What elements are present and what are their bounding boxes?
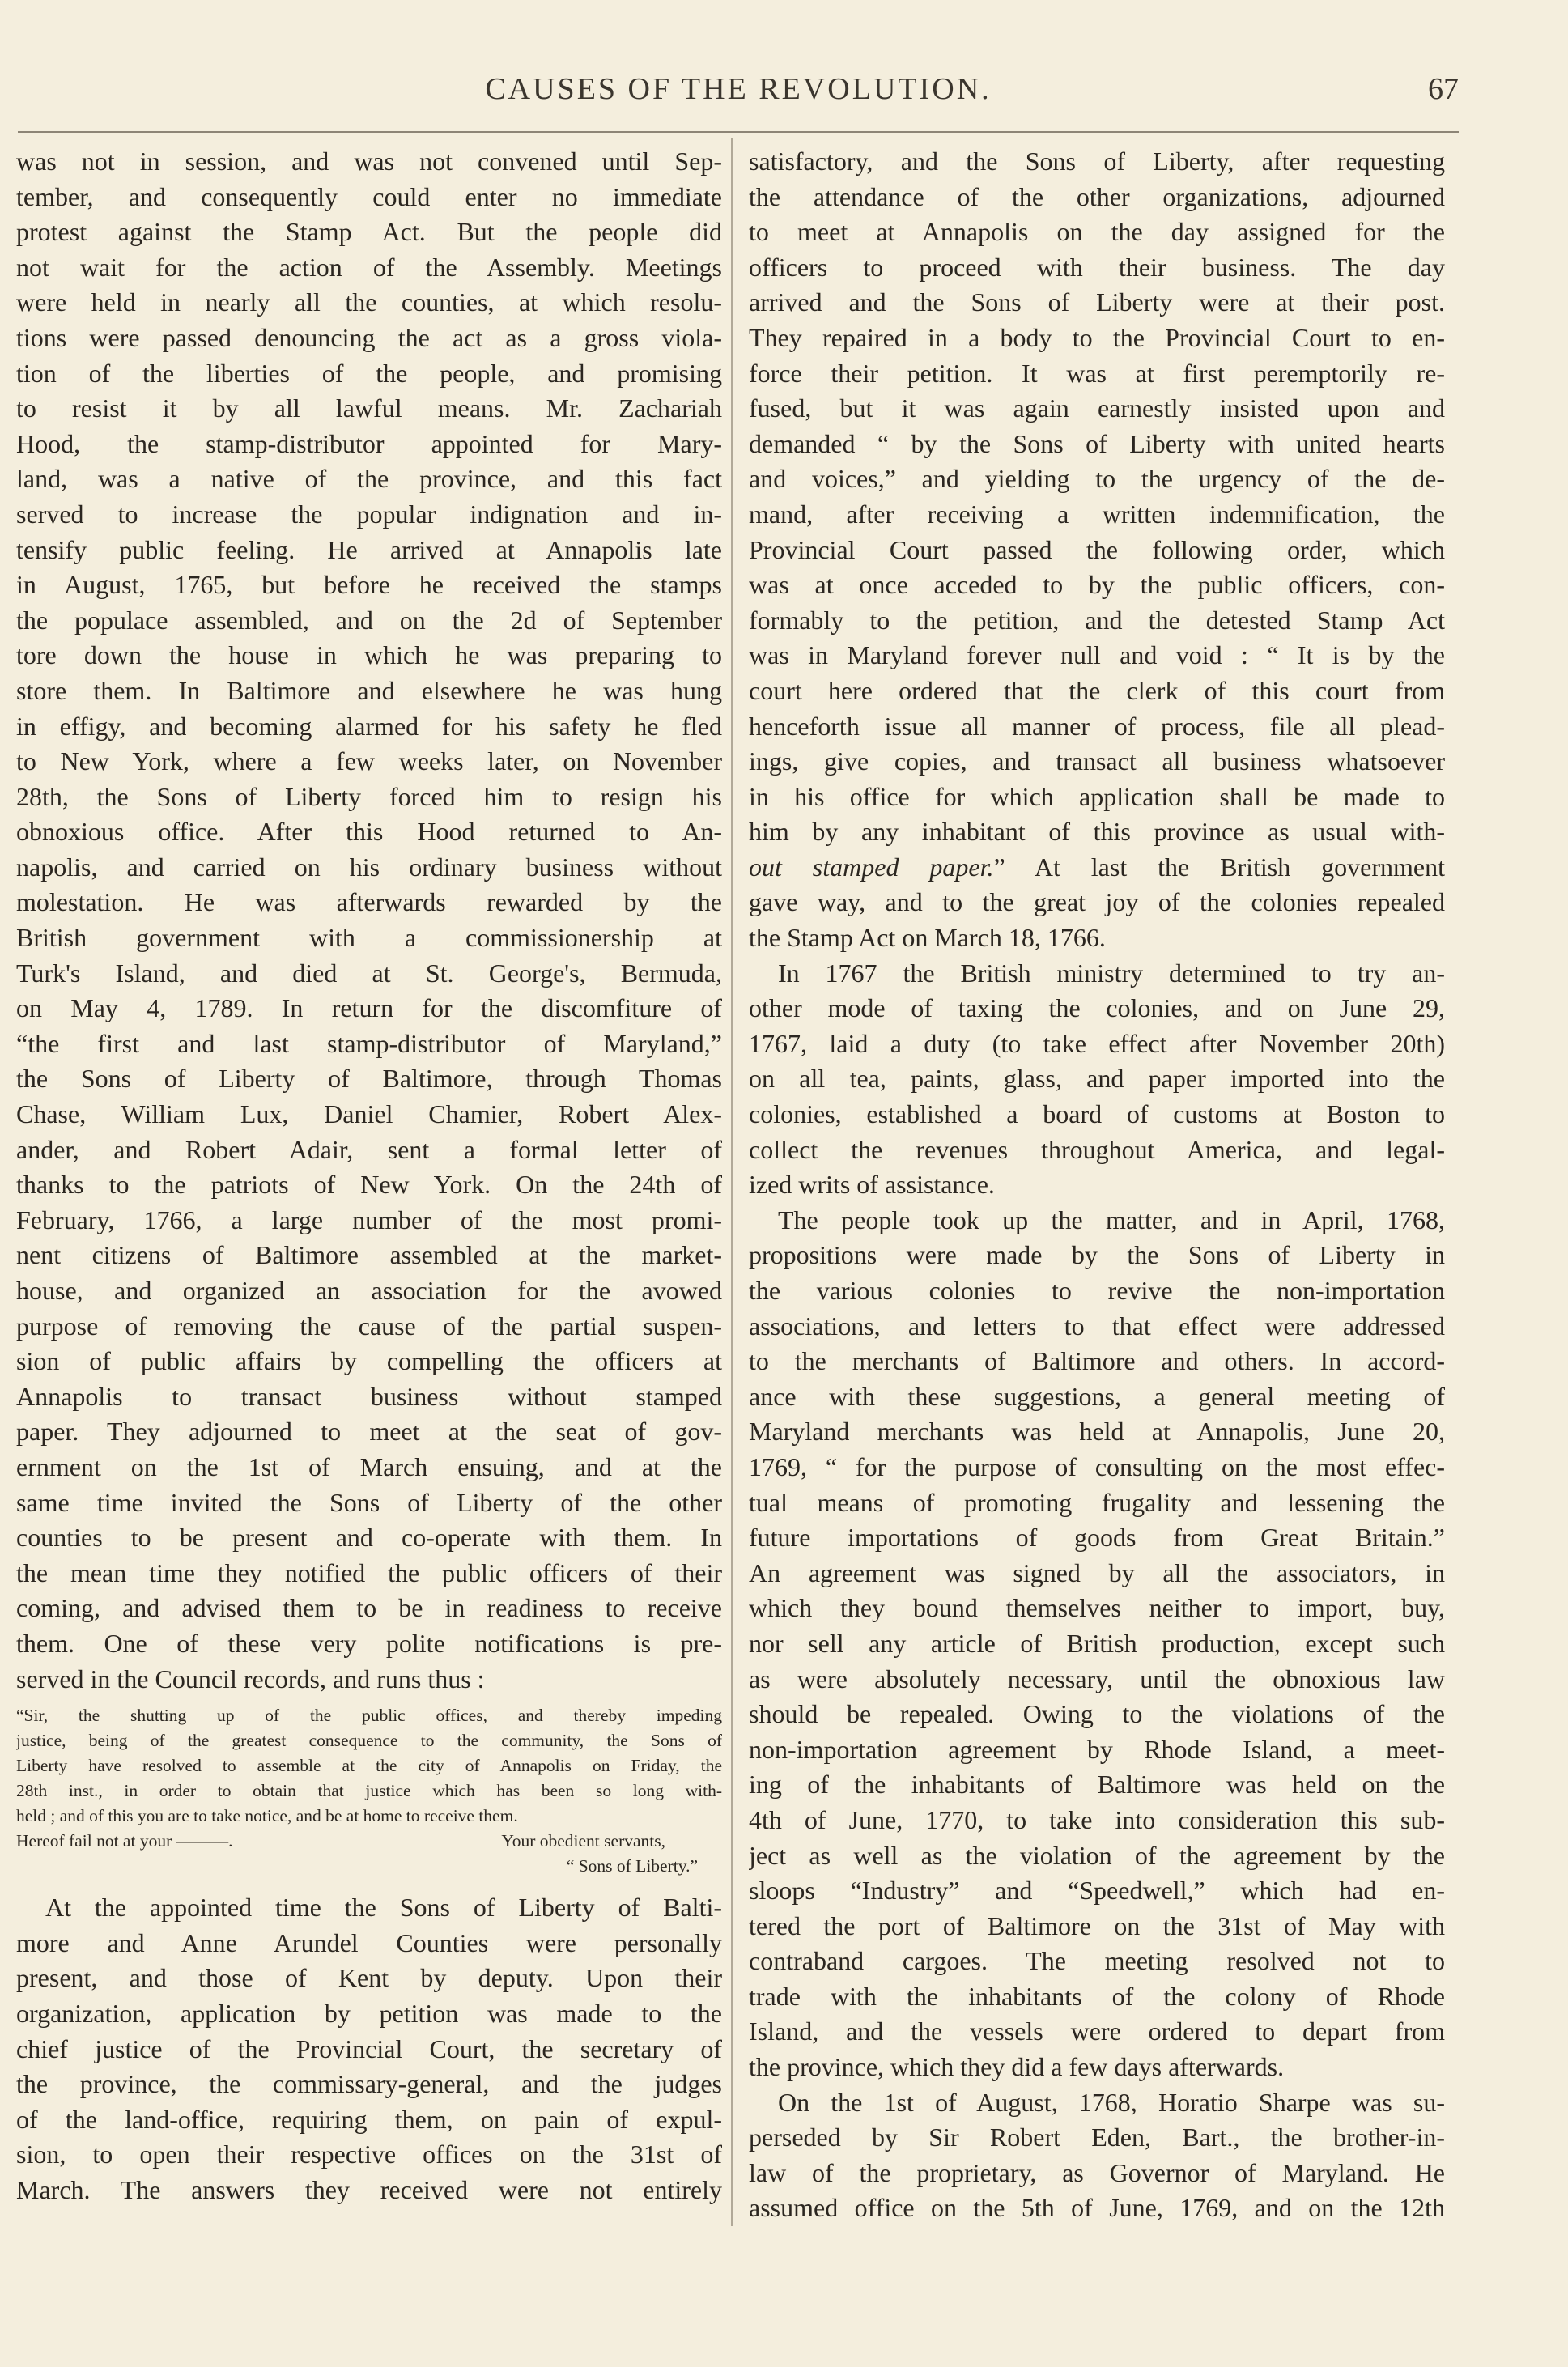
text-line: justice, being of the greatest consequence to the community, the Sons of	[16, 1731, 722, 1751]
text-line: thanks to the patriots of New York. On the 24th of	[16, 1170, 722, 1200]
paragraph	[16, 144, 722, 1697]
text-line: to New York, where a few weeks later, on November	[16, 746, 722, 776]
text-line: ject as well as the violation of the agreement by the	[749, 1840, 1445, 1870]
text-line: to the merchants of Baltimore and others. In accord-	[749, 1346, 1445, 1376]
italic-phrase: out stamped paper.	[749, 852, 994, 882]
text-line: tember, and consequently could enter no immediate	[16, 181, 722, 211]
text-line: 28th inst., in order to obtain that justice which has been so long with-	[16, 1781, 722, 1801]
text-line: In 1767 the British ministry determined to try an-	[778, 958, 1445, 988]
text-line: Chase, William Lux, Daniel Chamier, Robert Alex-	[16, 1099, 722, 1129]
text-line: should be repealed. Owing to the violations of the	[749, 1699, 1445, 1729]
text-line: not wait for the action of the Assembly. Meetings	[16, 252, 722, 282]
text-line: same time invited the Sons of Liberty of the other	[16, 1487, 722, 1517]
text-line: “the first and last stamp-distributor of Maryland,”	[16, 1028, 722, 1058]
text-line: They repaired in a body to the Provincial Court to en-	[749, 322, 1445, 352]
text-line: assumed office on the 5th of June, 1769, and on the 12th	[749, 2193, 1445, 2223]
text-line: the Sons of Liberty of Baltimore, through Thomas	[16, 1064, 722, 1094]
text-line: the attendance of the other organizations, adjourned	[749, 181, 1445, 211]
column-divider	[731, 138, 733, 2226]
text-line: March. The answers they received were not entirely	[16, 2174, 722, 2204]
text-line: counties to be present and co-operate with them. In	[16, 1523, 722, 1553]
text-line: fused, but it was again earnestly insisted upon and	[749, 393, 1445, 423]
text-line: Provincial Court passed the following order, which	[749, 534, 1445, 564]
text-line: ized writs of assistance.	[749, 1170, 995, 1200]
right-column	[749, 144, 1445, 2226]
text-line: gave way, and to the great joy of the colonies repealed	[749, 887, 1445, 917]
text-line: 28th, the Sons of Liberty forced him to resign his	[16, 781, 722, 811]
text-line: collect the revenues throughout America, and legal-	[749, 1134, 1445, 1164]
text-line: served to increase the popular indignation and in-	[16, 499, 722, 529]
text-line: on May 4, 1789. In return for the discomfiture of	[16, 993, 722, 1023]
text-line: more and Anne Arundel Counties were personally	[16, 1927, 722, 1957]
text-line: officers to proceed with their business. The day	[749, 252, 1445, 282]
quote-signature: “ Sons of Liberty.”	[566, 1856, 698, 1876]
text-line: the various colonies to revive the non-importation	[749, 1276, 1445, 1305]
paragraph	[749, 2085, 1445, 2226]
text-line: tensify public feeling. He arrived at Annapolis late	[16, 534, 722, 564]
text-line: Liberty have resolved to assemble at the city of Annapolis on Friday, the	[16, 1756, 722, 1776]
text-line: which they bound themselves neither to import, buy,	[749, 1593, 1445, 1623]
text-line: other mode of taxing the colonies, and on June 29,	[749, 993, 1445, 1023]
text-line: ander, and Robert Adair, sent a formal letter of	[16, 1134, 722, 1164]
text-line: On the 1st of August, 1768, Horatio Sharpe was su-	[778, 2087, 1445, 2117]
text-line: the populace assembled, and on the 2d of September	[16, 605, 722, 635]
quote-closing-left: Hereof fail not at your ———.	[16, 1831, 233, 1851]
text-line: store them. In Baltimore and elsewhere he was hung	[16, 675, 722, 705]
left-column	[16, 144, 722, 2208]
text-line: served in the Council records, and runs thus :	[16, 1664, 485, 1693]
paragraph	[749, 956, 1445, 1203]
text-line: trade with the inhabitants of the colony of Rhode	[749, 1981, 1445, 2011]
text-line: of the land-office, requiring them, on pain of expul-	[16, 2104, 722, 2134]
text-line: nor sell any article of British production, except such	[749, 1628, 1445, 1658]
text-line: the province, the commissary-general, and the judges	[16, 2069, 722, 2099]
text-line: tore down the house in which he was preparing to	[16, 640, 722, 670]
text-line: molestation. He was afterwards rewarded by the	[16, 887, 722, 917]
text-line: organization, application by petition was made to the	[16, 1998, 722, 2028]
text-line: February, 1766, a large number of the most promi-	[16, 1205, 722, 1234]
text-line: in effigy, and becoming alarmed for his safety he fled	[16, 711, 722, 741]
text-line: non-importation agreement by Rhode Island, a meet-	[749, 1734, 1445, 1764]
quote-closing	[16, 1829, 722, 1854]
block-quote	[16, 1703, 722, 1879]
text-line: An agreement was signed by all the associators, in	[749, 1557, 1445, 1587]
text-line: tered the port of Baltimore on the 31st of May with	[749, 1910, 1445, 1940]
text-line: on all tea, paints, glass, and paper imported into the	[749, 1064, 1445, 1094]
text-line: contraband cargoes. The meeting resolved not to	[749, 1946, 1445, 1976]
text-line: held ; and of this you are to take notice, and be at home to receive them.	[16, 1806, 518, 1826]
text-line: sion, to open their respective offices on the 31st of	[16, 2140, 722, 2169]
text-line: tual means of promoting frugality and lessening the	[749, 1487, 1445, 1517]
text-line: 1767, laid a duty (to take effect after November 20th)	[749, 1028, 1445, 1058]
text-line: “Sir, the shutting up of the public offices, and thereby impeding	[16, 1706, 722, 1726]
text-line: future importations of goods from Great Britain.”	[749, 1523, 1445, 1553]
text-line: in his office for which application shall be made to	[749, 781, 1445, 811]
text-line: were held in nearly all the counties, at which resolu-	[16, 287, 722, 317]
text-line-italic	[749, 850, 1445, 886]
text-line: chief justice of the Provincial Court, the secretary of	[16, 2033, 722, 2063]
text-line: demanded “ by the Sons of Liberty with united hearts	[749, 428, 1445, 458]
paragraph	[749, 144, 1445, 850]
text-line: law of the proprietary, as Governor of Maryland. He	[749, 2157, 1445, 2187]
text-line: the province, which they did a few days afterwards.	[749, 2052, 1285, 2082]
text-line: The people took up the matter, and in April, 1768,	[778, 1205, 1445, 1234]
text-line: perseded by Sir Robert Eden, Bart., the brother-in-	[749, 2123, 1445, 2152]
text-line: court here ordered that the clerk of this court from	[749, 675, 1445, 705]
text-line: colonies, established a board of customs at Boston to	[749, 1099, 1445, 1129]
text-line: British government with a commissionership at	[16, 923, 722, 953]
text-line: Turk's Island, and died at St. George's, Bermuda,	[16, 958, 722, 988]
text-line: house, and organized an association for the avowed	[16, 1276, 722, 1305]
text-line: was not in session, and was not convened until Sep-	[16, 147, 722, 176]
page-number: 67	[1428, 72, 1459, 106]
text-line: in August, 1765, but before he received the stamps	[16, 570, 722, 600]
text-line: tions were passed denouncing the act as a gross viola-	[16, 322, 722, 352]
text-line: At the appointed time the Sons of Liberty of Balti-	[45, 1893, 722, 1923]
text-line: was at once acceded to by the public officers, con-	[749, 570, 1445, 600]
text-line: ernment on the 1st of March ensuing, and at the	[16, 1451, 722, 1481]
text-line: the mean time they notified the public officers of their	[16, 1557, 722, 1587]
running-head	[18, 71, 1459, 112]
text-line: purpose of removing the cause of the partial suspen-	[16, 1311, 722, 1341]
text-line: to meet at Annapolis on the day assigned for the	[749, 217, 1445, 247]
quote-closing-right: Your obedient servants,	[501, 1831, 665, 1851]
text-line: coming, and advised them to be in readiness to receive	[16, 1593, 722, 1623]
text-line: them. One of these very polite notifications is pre-	[16, 1628, 722, 1658]
text-line: formably to the petition, and the detested Stamp Act	[749, 605, 1445, 635]
text-span: ” At last the British government	[993, 852, 1445, 882]
chapter-title: CAUSES OF THE REVOLUTION.	[485, 72, 992, 106]
text-line: 1769, “ for the purpose of consulting on the most effec-	[749, 1451, 1445, 1481]
text-line: nent citizens of Baltimore assembled at the market-	[16, 1240, 722, 1270]
text-line: the Stamp Act on March 18, 1766.	[749, 923, 1106, 953]
text-line: present, and those of Kent by deputy. Upon their	[16, 1963, 722, 1993]
text-line: sloops “Industry” and “Speedwell,” which had en-	[749, 1876, 1445, 1906]
text-line: satisfactory, and the Sons of Liberty, after requesting	[749, 147, 1445, 176]
text-line: land, was a native of the province, and this fact	[16, 464, 722, 494]
text-line: Hood, the stamp-distributor appointed for Mary-	[16, 428, 722, 458]
text-line: napolis, and carried on his ordinary business without	[16, 852, 722, 882]
paragraph-tail	[749, 885, 1445, 955]
text-line: ing of the inhabitants of Baltimore was held on the	[749, 1770, 1445, 1800]
text-line: Island, and the vessels were ordered to depart from	[749, 2016, 1445, 2046]
paragraph	[749, 1203, 1445, 2085]
text-line: propositions were made by the Sons of Liberty in	[749, 1240, 1445, 1270]
text-line: sion of public affairs by compelling the officers at	[16, 1346, 722, 1376]
text-line: to resist it by all lawful means. Mr. Zachariah	[16, 393, 722, 423]
text-line: him by any inhabitant of this province as usual with-	[749, 817, 1445, 847]
header-rule	[18, 131, 1459, 133]
text-line: and voices,” and yielding to the urgency of the de-	[749, 464, 1445, 494]
text-line: protest against the Stamp Act. But the people did	[16, 217, 722, 247]
text-line: mand, after receiving a written indemnification, the	[749, 499, 1445, 529]
text-line: 4th of June, 1770, to take into consideration this sub-	[749, 1804, 1445, 1834]
text-line: ings, give copies, and transact all business whatsoever	[749, 746, 1445, 776]
text-line: henceforth issue all manner of process, file all plead-	[749, 711, 1445, 741]
paragraph	[16, 1890, 722, 2208]
text-line: paper. They adjourned to meet at the seat of gov-	[16, 1417, 722, 1447]
text-line: force their petition. It was at first peremptorily re-	[749, 358, 1445, 388]
text-line: associations, and letters to that effect were addressed	[749, 1311, 1445, 1341]
text-line: Maryland merchants was held at Annapolis, June 20,	[749, 1417, 1445, 1447]
text-line: Annapolis to transact business without stamped	[16, 1381, 722, 1411]
text-line: arrived and the Sons of Liberty were at their post.	[749, 287, 1445, 317]
text-line: obnoxious office. After this Hood returned to An-	[16, 817, 722, 847]
text-line: ance with these suggestions, a general meeting of	[749, 1381, 1445, 1411]
text-line: tion of the liberties of the people, and promising	[16, 358, 722, 388]
text-line: as were absolutely necessary, until the obnoxious law	[749, 1664, 1445, 1693]
text-line: was in Maryland forever null and void : “ It is by the	[749, 640, 1445, 670]
